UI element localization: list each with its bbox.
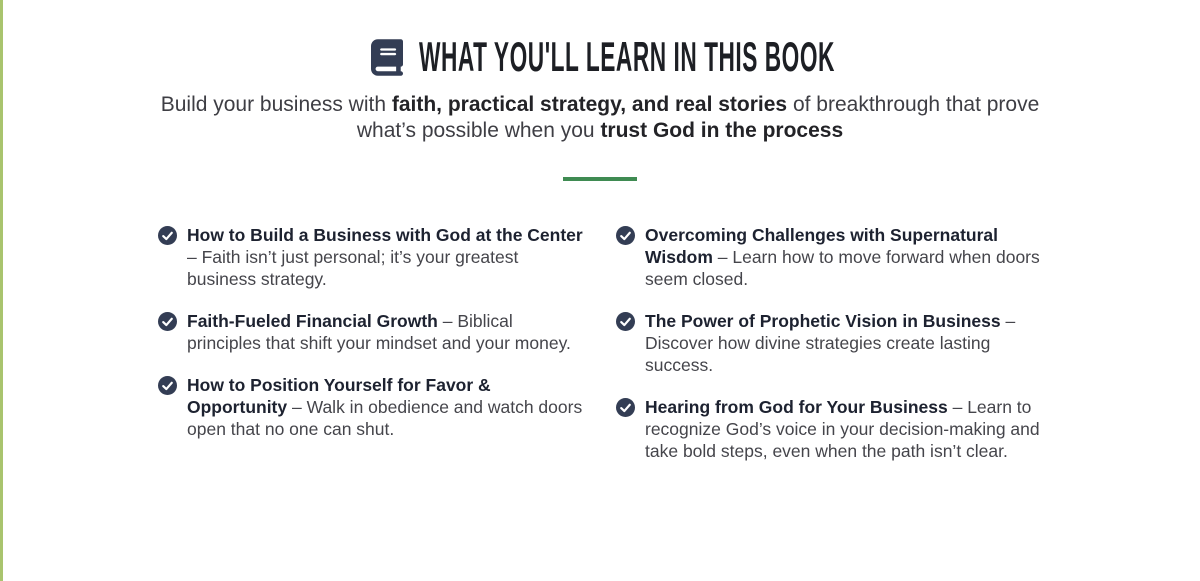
check-circle-icon: [616, 226, 635, 245]
learn-item: [616, 396, 1042, 462]
book-icon: [371, 39, 403, 76]
section-header: [0, 0, 1200, 80]
item-text: [645, 224, 1042, 290]
left-edge-accent-line: [0, 0, 3, 581]
item-text: [187, 374, 584, 440]
learn-item: [158, 224, 584, 290]
item-heading: How to Build a Business with God at the Center: [187, 225, 583, 245]
item-description: – Learn how to move forward when doors seem closed.: [645, 247, 1040, 289]
item-description: – Discover how divine strategies create lasting success.: [645, 311, 1016, 375]
item-description: – Learn to recognize God’s voice in your decision-making and take bold steps, even when the path isn’t clear.: [645, 397, 1040, 461]
item-text: [645, 310, 1042, 376]
subtitle-bold-text: faith, practical strategy, and real stories: [391, 93, 788, 116]
learn-item: [158, 374, 584, 440]
item-heading: Hearing from God for Your Business: [645, 397, 948, 417]
section-title: WHAT YOU'LL LEARN IN THIS BOOK: [419, 33, 835, 80]
subtitle-text: of breakthrough that prove what’s possible when you: [356, 93, 1040, 142]
section-subtitle: [140, 92, 1060, 144]
learn-item: [616, 310, 1042, 376]
item-text: [645, 396, 1042, 462]
item-description: – Walk in obedience and watch doors open that no one can shut.: [187, 397, 583, 439]
item-heading: Faith-Fueled Financial Growth: [187, 311, 438, 331]
learn-item: [158, 310, 584, 354]
section-title-box: [419, 33, 835, 80]
item-heading: Overcoming Challenges with Supernatural Wisdom: [645, 225, 998, 267]
learn-list-left-column: [158, 224, 584, 482]
check-circle-icon: [158, 226, 177, 245]
check-circle-icon: [158, 312, 177, 331]
subtitle-bold-text: trust God in the process: [600, 119, 844, 142]
item-description: – Biblical principles that shift your mindset and your money.: [187, 311, 571, 353]
check-circle-icon: [616, 398, 635, 417]
learn-list: [158, 224, 1042, 482]
item-description: – Faith isn’t just personal; it’s your greatest business strategy.: [187, 247, 519, 289]
item-heading: How to Position Yourself for Favor & Opportunity: [187, 375, 491, 417]
learn-item: [616, 224, 1042, 290]
item-text: [187, 310, 584, 354]
check-circle-icon: [616, 312, 635, 331]
item-heading: The Power of Prophetic Vision in Business: [645, 311, 1001, 331]
subtitle-text: Build your business with: [160, 93, 392, 116]
learn-list-right-column: [616, 224, 1042, 482]
section-divider: [563, 177, 637, 181]
check-circle-icon: [158, 376, 177, 395]
item-text: [187, 224, 584, 290]
